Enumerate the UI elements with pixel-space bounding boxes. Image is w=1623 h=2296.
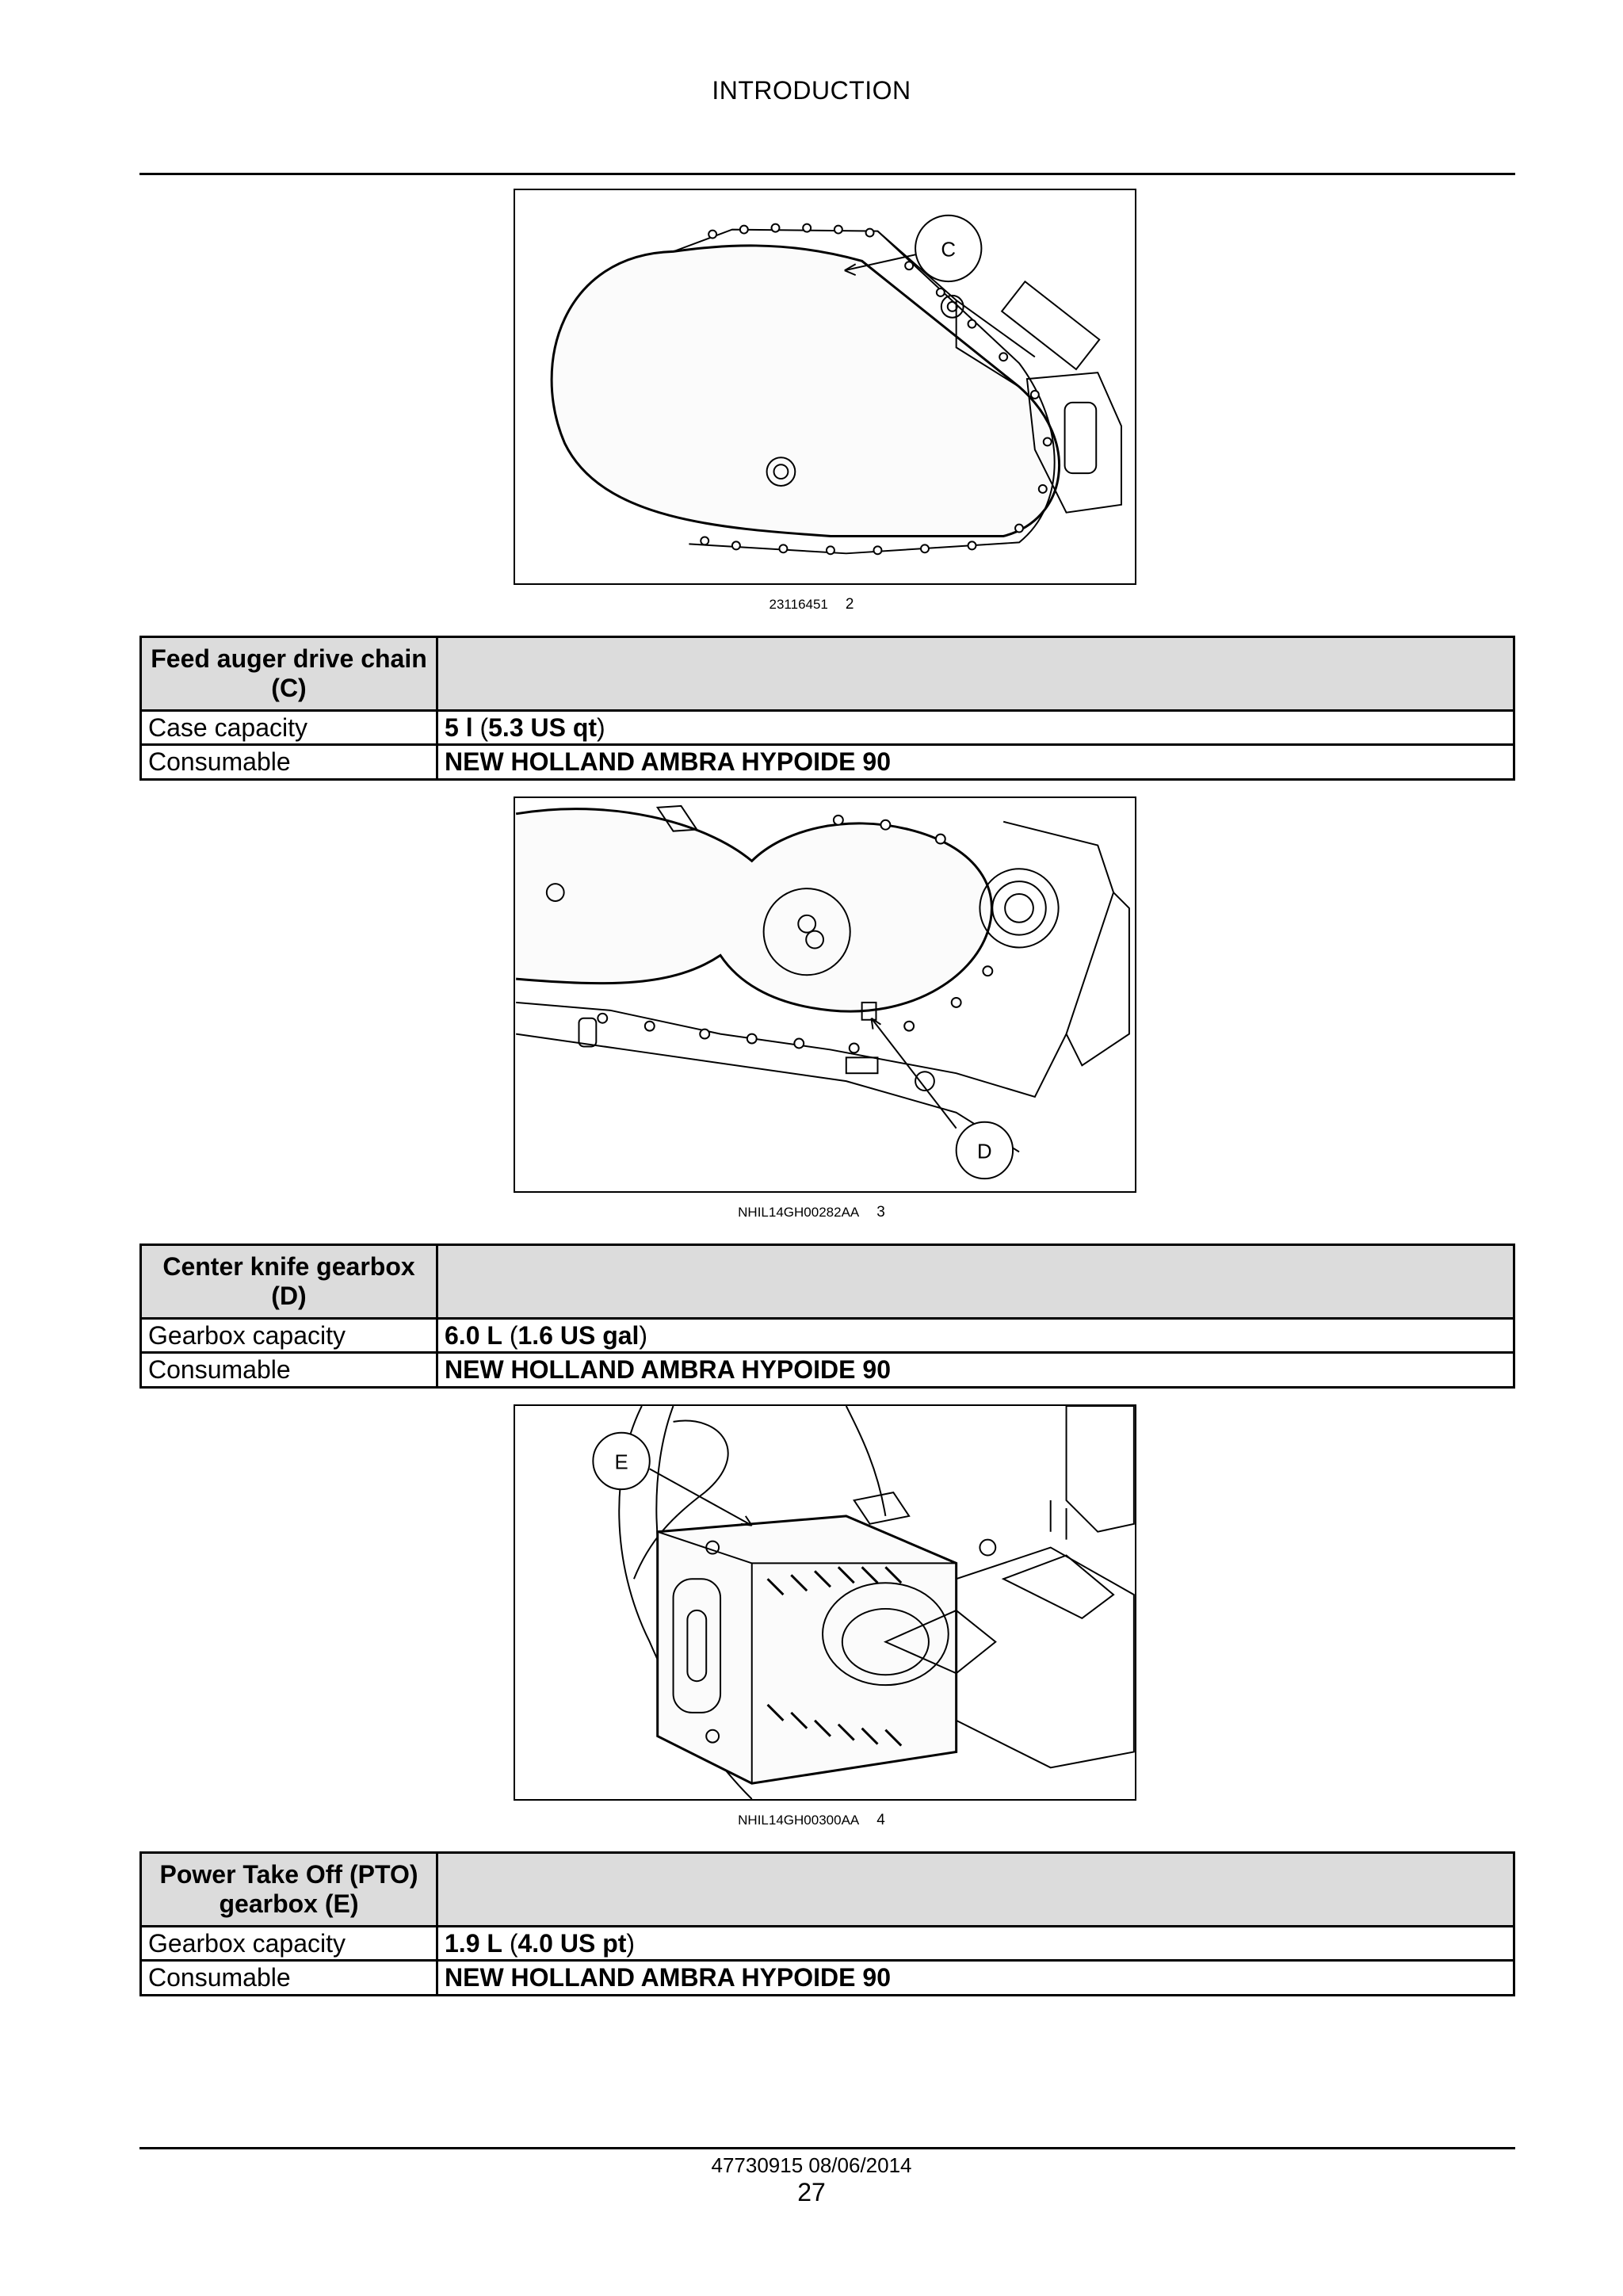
figure-feed-auger-drive-chain — [514, 189, 1136, 585]
figure-caption — [0, 1204, 1623, 1221]
row-label: Case capacity — [141, 710, 437, 745]
figure-code: 23116451 — [769, 597, 828, 612]
spec-table-pto-gearbox — [139, 1851, 1515, 1996]
row-value-cell: 6.0 L (1.6 US gal) — [437, 1318, 1514, 1353]
table-heading-blank — [437, 1853, 1514, 1927]
footer-rule — [139, 2147, 1515, 2149]
pto-gearbox-illustration — [515, 1406, 1135, 1799]
figure-number: 2 — [845, 596, 854, 613]
figure-caption — [0, 596, 1623, 613]
table-heading-row — [141, 1245, 1514, 1319]
table-row — [141, 1318, 1514, 1353]
figure-number: 4 — [876, 1812, 885, 1828]
row-value: 5 l — [445, 712, 473, 742]
table-heading: Center knife gearbox (D) — [141, 1245, 437, 1319]
row-label: Gearbox capacity — [141, 1926, 437, 1961]
header-rule — [139, 173, 1515, 175]
row-label: Consumable — [141, 745, 437, 780]
figure-number: 3 — [876, 1204, 885, 1221]
row-label: Gearbox capacity — [141, 1318, 437, 1353]
spec-table-feed-auger — [139, 636, 1515, 781]
page-header-title: INTRODUCTION — [712, 76, 911, 105]
callout-label: D — [977, 1140, 992, 1163]
table-heading-blank — [437, 1245, 1514, 1319]
row-value: NEW HOLLAND AMBRA HYPOIDE 90 — [437, 1353, 1514, 1388]
footer-doc-code: 47730915 08/06/2014 — [711, 2153, 912, 2177]
table-row — [141, 1353, 1514, 1388]
figure-pto-gearbox — [514, 1404, 1136, 1801]
callout-label: C — [941, 239, 957, 262]
table-row — [141, 745, 1514, 780]
row-value: 6.0 L — [445, 1320, 502, 1350]
row-label: Consumable — [141, 1353, 437, 1388]
footer-page-number: 27 — [797, 2178, 826, 2206]
callout-label: E — [614, 1451, 628, 1474]
table-heading-row — [141, 1853, 1514, 1927]
figure-center-knife-gearbox — [514, 797, 1136, 1193]
table-row — [141, 710, 1514, 745]
table-row — [141, 1926, 1514, 1961]
table-heading-blank — [437, 637, 1514, 711]
row-value-converted: 5.3 US qt — [488, 712, 598, 742]
row-value: NEW HOLLAND AMBRA HYPOIDE 90 — [437, 745, 1514, 780]
chain-case-illustration — [515, 190, 1135, 583]
table-heading-row — [141, 637, 1514, 711]
table-heading: Power Take Off (PTO) gearbox (E) — [141, 1853, 437, 1927]
row-value: 1.9 L — [445, 1928, 502, 1958]
row-value-cell: 5 l (5.3 US qt) — [437, 710, 1514, 745]
row-value-cell: 1.9 L (4.0 US pt) — [437, 1926, 1514, 1961]
table-heading: Feed auger drive chain (C) — [141, 637, 437, 711]
row-value-converted: 1.6 US gal — [517, 1320, 640, 1350]
knife-gearbox-illustration — [515, 798, 1135, 1191]
row-label: Consumable — [141, 1961, 437, 1996]
figure-code: NHIL14GH00300AA — [738, 1813, 860, 1828]
figure-caption — [0, 1812, 1623, 1829]
spec-table-center-knife-gearbox — [139, 1244, 1515, 1389]
row-value-converted: 4.0 US pt — [517, 1928, 627, 1958]
table-row — [141, 1961, 1514, 1996]
row-value: NEW HOLLAND AMBRA HYPOIDE 90 — [437, 1961, 1514, 1996]
figure-code: NHIL14GH00282AA — [738, 1205, 860, 1220]
